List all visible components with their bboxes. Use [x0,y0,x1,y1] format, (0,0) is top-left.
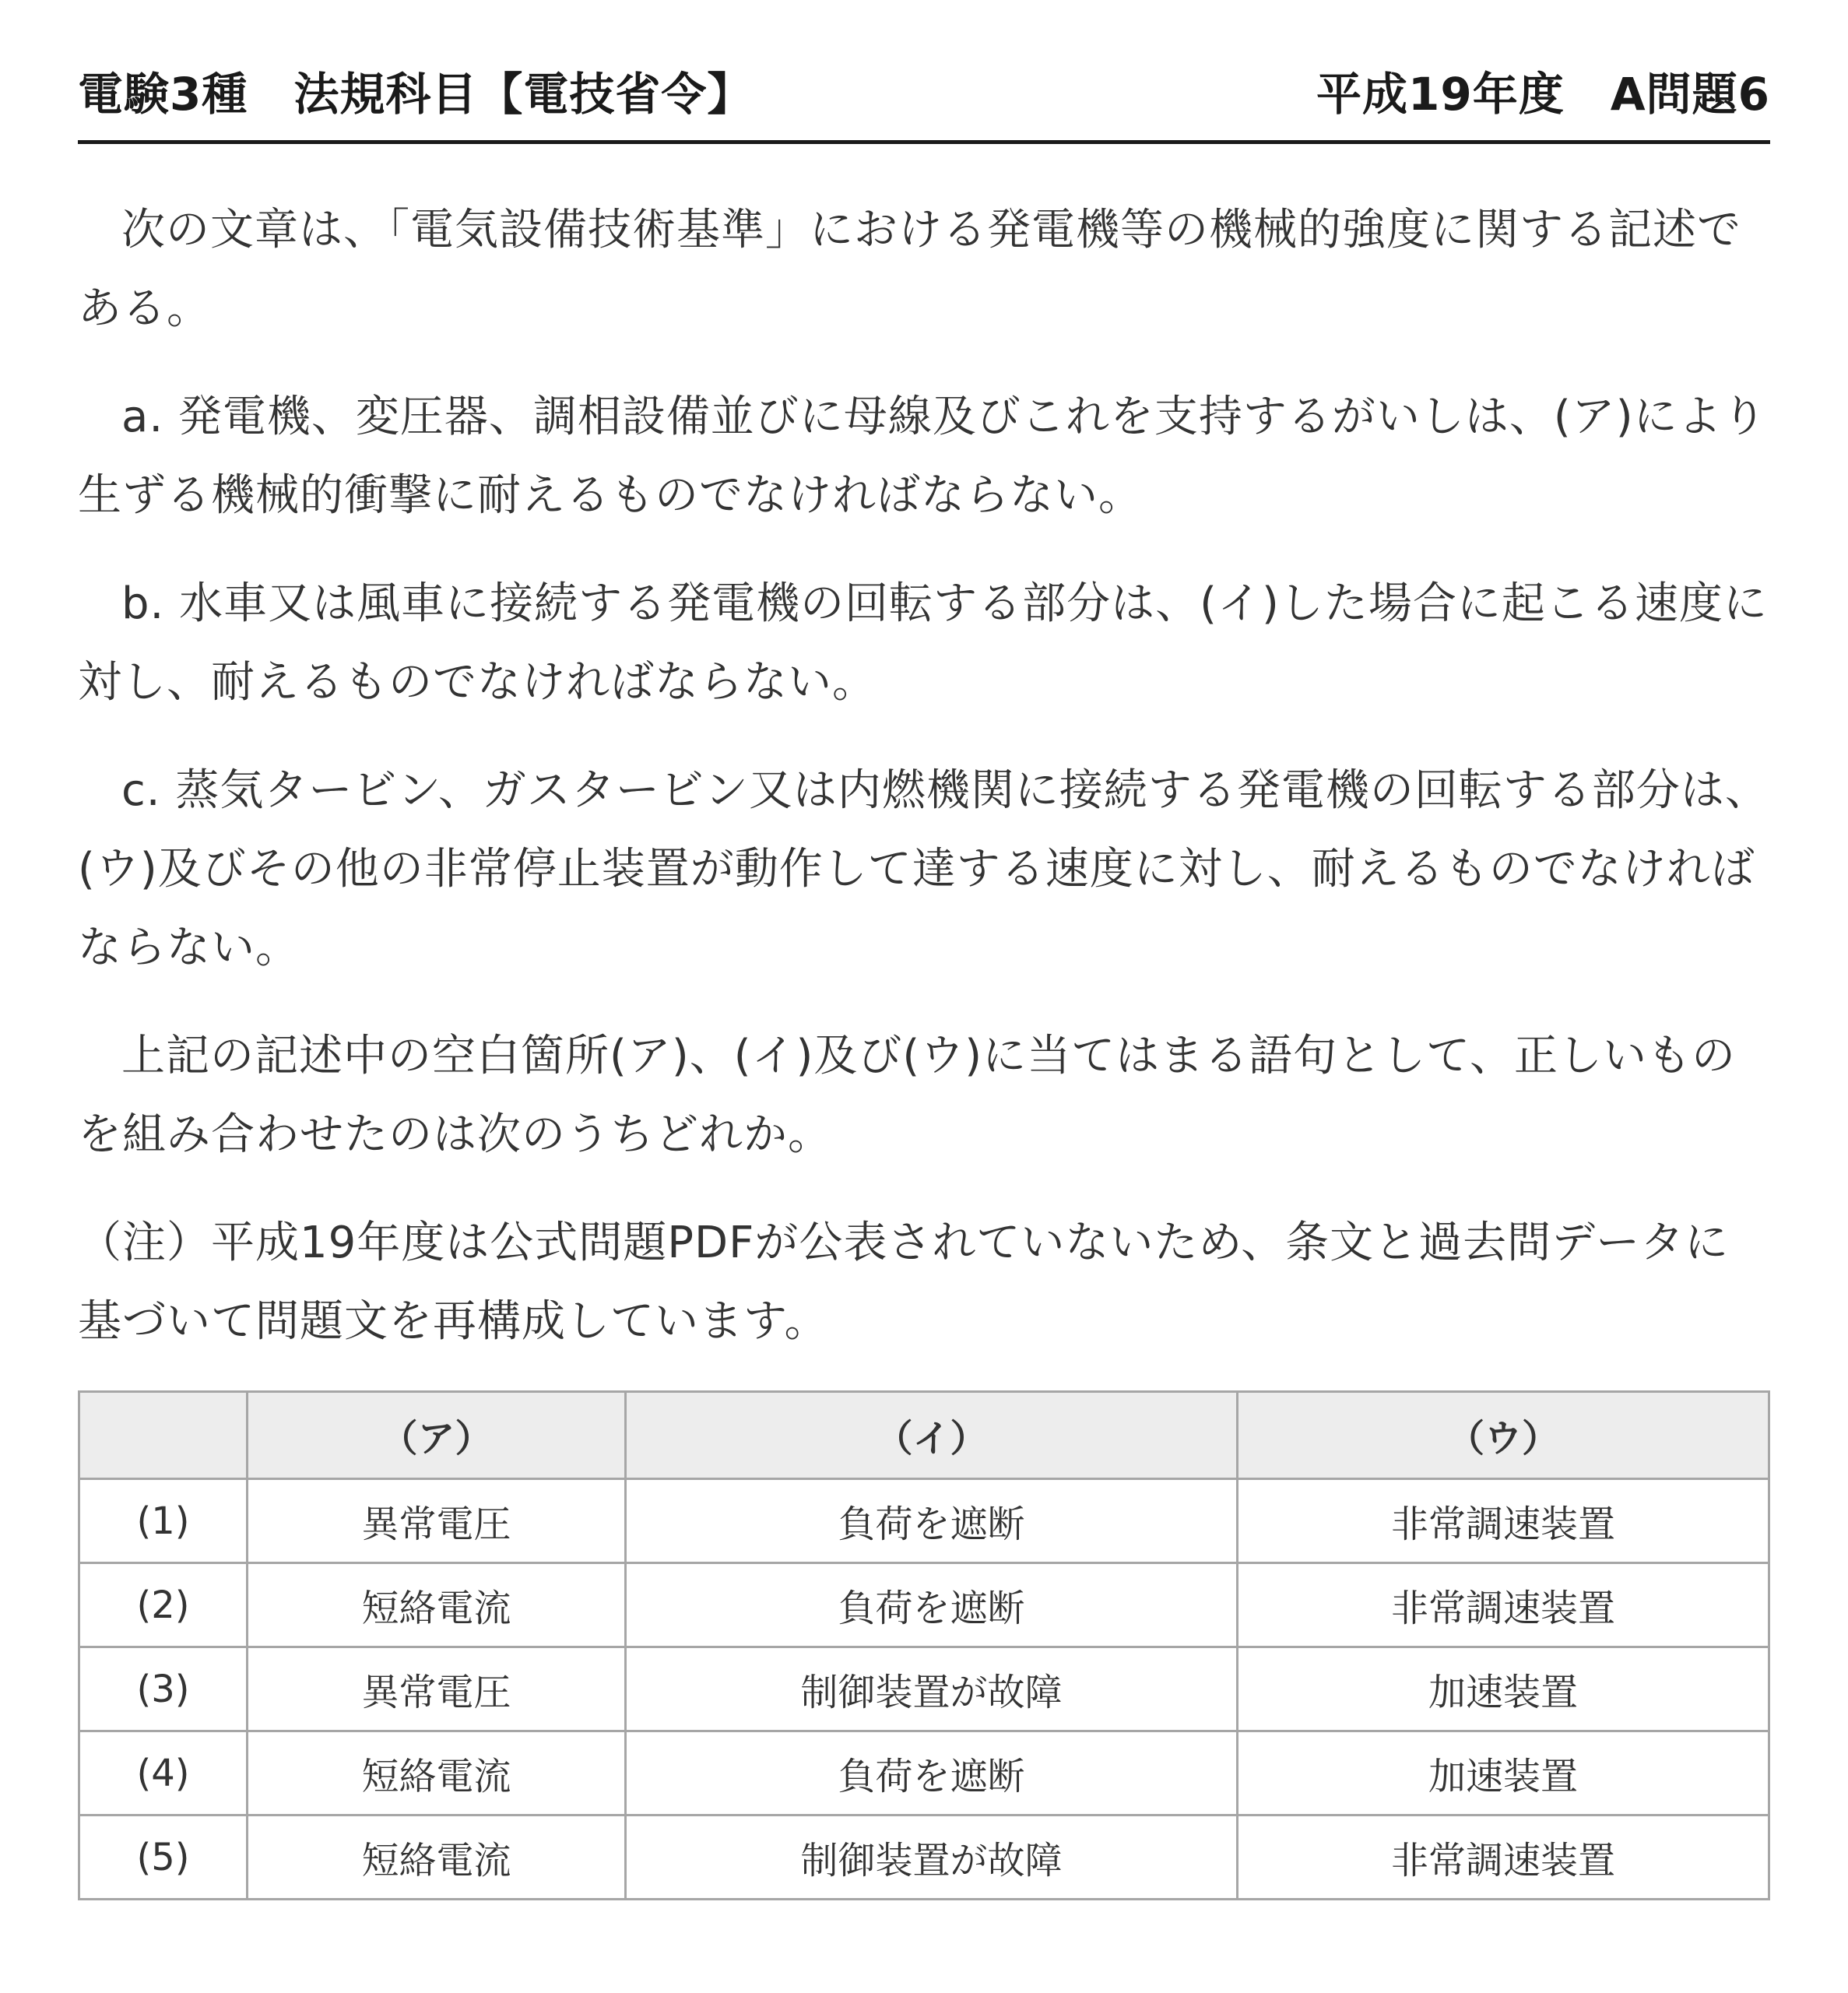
choice-number: (4) [79,1731,248,1815]
exam-subject-title: 電験3種 法規科目【電技省令】 [78,68,754,121]
statement-a: a. 発電機、変圧器、調相設備並びに母線及びこれを支持するがいしは、(ア)により生ずる機械的衝撃に耐えるものでなければならない。 [78,392,1767,521]
choice-number: (2) [79,1563,248,1647]
choice-number: (3) [79,1647,248,1731]
question-intro: 次の文章は、「電気設備技術基準」における発電機等の機械的強度に関する記述である。 [78,205,1741,334]
question-body [78,191,1770,1361]
table-cell: 短絡電流 [248,1815,626,1900]
table-cell: 制御装置が故障 [626,1647,1238,1731]
exam-question-id: 平成19年度 A問題6 [1316,68,1770,121]
table-row [79,1563,1769,1647]
table-cell: 加速装置 [1238,1731,1769,1815]
table-cell: 負荷を遮断 [626,1563,1238,1647]
choice-number: (5) [79,1815,248,1900]
page-header [78,0,1770,144]
table-header-cell: （ア） [248,1392,626,1479]
table-cell: 非常調速装置 [1238,1563,1769,1647]
table-row [79,1647,1769,1731]
table-header-cell: （イ） [626,1392,1238,1479]
table-cell: 短絡電流 [248,1563,626,1647]
statement-c: c. 蒸気タービン、ガスタービン又は内燃機関に接続する発電機の回転する部分は、(ウ)及びその他の非常停止装置が動作して達する速度に対し、耐えるものでなければならない。 [78,765,1769,973]
table-cell: 異常電圧 [248,1647,626,1731]
table-cell: 加速装置 [1238,1647,1769,1731]
statement-b: b. 水車又は風車に接続する発電機の回転する部分は、(イ)した場合に起こる速度に対し、耐えるものでなければならない。 [78,578,1768,708]
table-cell: 負荷を遮断 [626,1479,1238,1563]
question-prompt: 上記の記述中の空白箇所(ア)、(イ)及び(ウ)に当てはまる語句として、正しいものを組み合わせたのは次のうちどれか。 [78,1031,1736,1160]
table-cell: 負荷を遮断 [626,1731,1238,1815]
table-row [79,1731,1769,1815]
table-header-cell: （ウ） [1238,1392,1769,1479]
answer-choices-table [78,1390,1770,1900]
table-cell: 異常電圧 [248,1479,626,1563]
table-cell: 非常調速装置 [1238,1815,1769,1900]
note-text: （注）平成19年度は公式問題PDFが公表されていないため、条文と過去問データに基づいて問題文を再構成しています。 [78,1218,1730,1347]
table-cell: 短絡電流 [248,1731,626,1815]
table-header-cell [79,1392,248,1479]
table-cell: 制御装置が故障 [626,1815,1238,1900]
choice-number: (1) [79,1479,248,1563]
table-row [79,1479,1769,1563]
table-header-row [79,1392,1769,1479]
table-cell: 非常調速装置 [1238,1479,1769,1563]
table-row [79,1815,1769,1900]
